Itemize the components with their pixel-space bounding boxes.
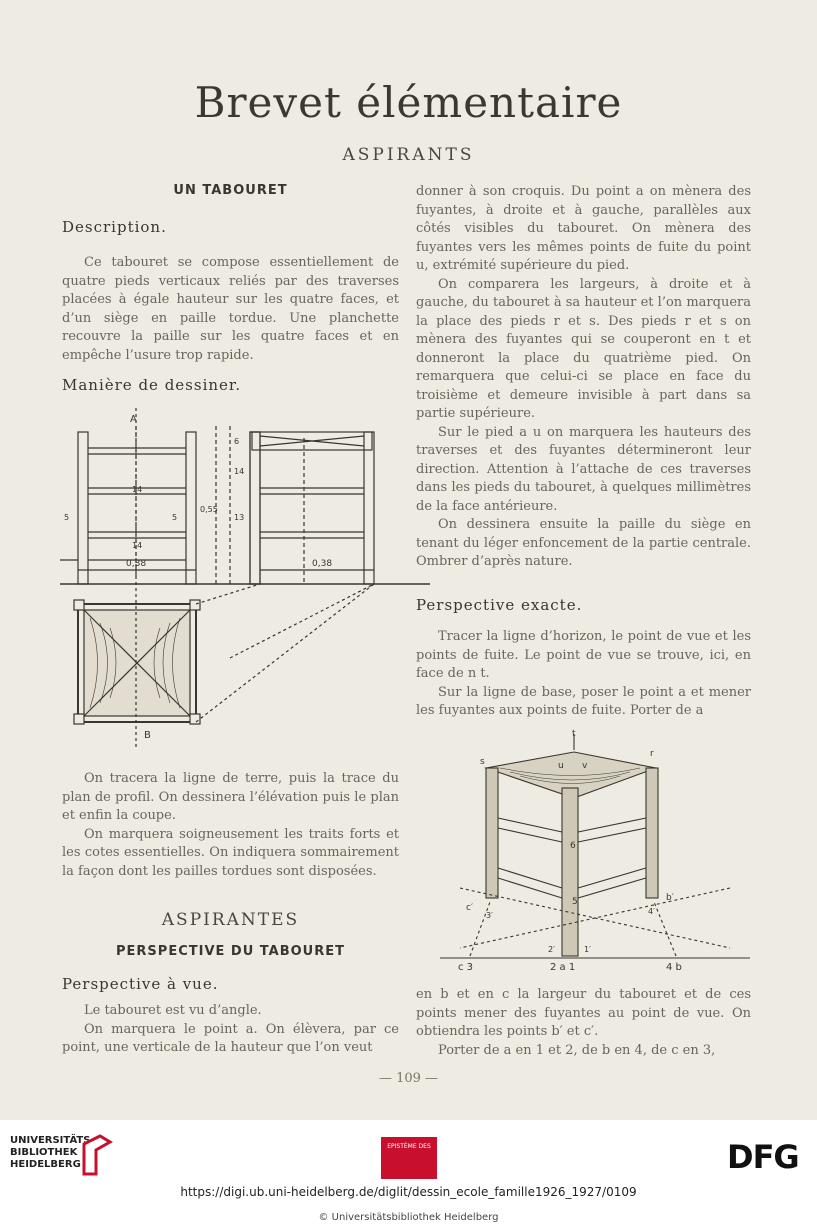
method-text: On tracera la ligne de terre, puis la trace du plan de profil. On dessinera l’élévation puis le plan et enfin la coupe. On marquera soigneusement les traits forts et les cotes essentielles. On indiquera sommairement la façon dont les pailles tordues sont disposées. <box>62 771 399 879</box>
perspective-vue-title: Perspective à vue. <box>62 975 219 993</box>
p-label-c3: c 3 <box>458 962 474 973</box>
label-038-left: 0,38 <box>126 559 147 569</box>
page-url[interactable]: https://digi.ub.uni-heidelberg.de/diglit/dessin_ecole_famille1926_1927/0109 <box>180 1185 637 1199</box>
p-label-2a1: 2 a 1 <box>550 962 576 973</box>
copyright: © Universitätsbibliothek Heidelberg <box>318 1212 499 1223</box>
p-label-4b: 4 b <box>666 962 682 973</box>
exacte-text-continued: en b et en c la largeur du tabouret et de ces points mener des fuyantes au point de vue. On obtiendra les points b′ et c′. Porter de a en 1 et 2, de b en 4, de c en 3, <box>416 987 751 1058</box>
p-label-4-prime: 4′ <box>648 907 655 916</box>
label-b: B <box>144 730 151 741</box>
p-label-c-prime: c′ <box>466 903 473 913</box>
library-name: UNIVERSITÄTS- BIBLIOTHEK HEIDELBERG <box>10 1135 95 1170</box>
p-label-3-prime: 3′ <box>486 911 493 920</box>
label-055: 0,55 <box>200 505 218 514</box>
p-label-2-prime: 2′ <box>548 945 555 954</box>
description-text: Ce tabouret se compose essentiellement de quatre pieds verticaux reliés par des traverses placées à égale hauteur sur les quatre faces, et d’un siège en paille tordue. Une planchette recouvre la paille sur les quatre faces et en empêche l’usure trop rapide. <box>62 255 399 363</box>
label-14-a: 14 <box>132 485 143 494</box>
label-5-left: 5 <box>64 513 70 522</box>
perspective-drawing <box>440 728 750 978</box>
p-label-s: s <box>480 757 485 767</box>
technical-drawing <box>60 408 430 758</box>
leg-left <box>78 432 88 584</box>
label-5-mid: 5 <box>172 513 178 522</box>
library-emblem-icon <box>80 1134 114 1178</box>
exacte-text: Tracer la ligne d’horizon, le point de vue et les points de fuite. Le point de vue se trouve, ici, en face de n t. Sur la ligne de base, poser le point a et mener les fuyantes aux points de fuite. Porter de a <box>416 629 751 718</box>
method-title: Manière de dessiner. <box>62 376 242 394</box>
p-label-t: t <box>572 729 576 739</box>
stamp-logo[interactable] <box>381 1137 437 1179</box>
label-14-b: 14 <box>132 541 143 550</box>
p-label-r: r <box>650 749 654 759</box>
page-number: — 109 — <box>378 1071 439 1086</box>
description-title: Description. <box>62 218 167 236</box>
exacte-title: Perspective exacte. <box>416 596 583 614</box>
p-label-u: u <box>558 761 564 771</box>
label-14-c: 14 <box>234 467 245 476</box>
leg-right <box>250 432 260 584</box>
aspirantes-title: ASPIRANTES <box>161 910 300 930</box>
label-038-right: 0,38 <box>312 559 333 569</box>
label-a: A <box>130 414 137 425</box>
p-label-b-prime: b′ <box>666 893 674 903</box>
leg-mid <box>186 432 196 584</box>
label-13: 13 <box>234 513 245 522</box>
label-6: 6 <box>234 437 240 446</box>
p-label-5: 5 <box>572 897 578 907</box>
page-title: Brevet élémentaire <box>194 78 623 127</box>
page-subtitle: ASPIRANTS <box>342 145 475 165</box>
p-label-1-prime: 1′ <box>584 945 591 954</box>
dfg-logo[interactable]: DFG <box>727 1138 799 1176</box>
section-heading-tabouret: UN TABOURET <box>173 183 288 198</box>
p-label-v: v <box>582 761 588 771</box>
stamp-text: EPISTÈME DES <box>387 1143 431 1150</box>
p-label-6: 6 <box>570 841 576 851</box>
vue-text: Le tabouret est vu d’angle. On marquera le point a. On élèvera, par ce point, une verticale de la hauteur que l’on veut <box>62 1003 399 1055</box>
perspective-heading: PERSPECTIVE DU TABOURET <box>116 944 345 959</box>
right-text-top: donner à son croquis. Du point a on mènera des fuyantes, à droite et à gauche, parallèles aux côtés visibles du tabouret. On mènera des fuyantes vers les mêmes points de fuite du point u, extrémité supérieure du pied. On comparera les largeurs, à droite et à gauche, du tabouret à sa hauteur et l’on marquera la place des pieds r et s. Des pieds r et s on mènera des fuyantes qui se couperont en t et donneront la place du quatrième pied. On remarquera que celui-ci se place en face du troisième et demeure invisible à part dans sa partie supérieure. Sur le pied a u on marquera les hauteurs des traverses et des fuyantes détermineront leur direction. Attention à l’attache de ces traverses dans les pieds du tabouret, à quelques millimètres de la face antérieure. On dessinera ensuite la paille du siège en tenant du léger enfoncement de la partie centrale. Ombrer d’après nature. <box>416 184 751 569</box>
